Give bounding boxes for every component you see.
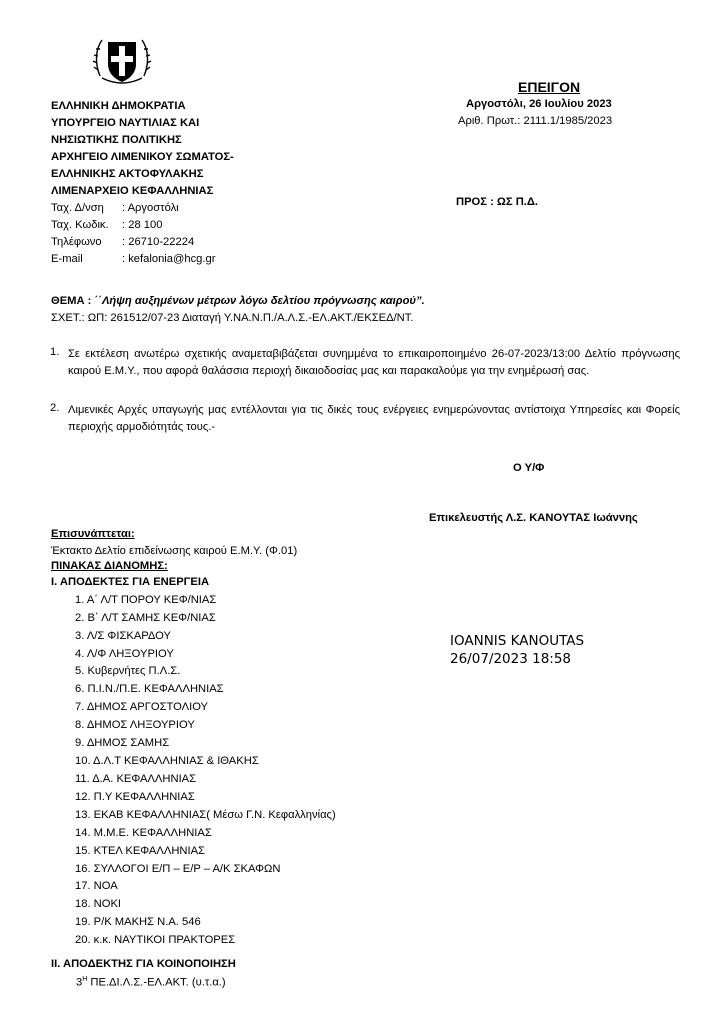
contact-value: : kefalonia@hcg.gr — [122, 253, 216, 265]
digital-signature-name: IOANNIS KANOUTAS — [450, 633, 585, 649]
list-item: 8. ΔΗΜΟΣ ΛΗΞΟΥΡΙΟΥ — [75, 719, 195, 731]
contact-label: Ταχ. Δ/νση — [51, 202, 104, 214]
paragraph-number: 1. — [50, 346, 60, 358]
place-date: Αργοστόλι, 26 Ιουλίου 2023 — [466, 98, 612, 110]
list-item: 17. ΝΟΑ — [75, 880, 118, 892]
info-recipient-superscript: Η — [82, 976, 88, 983]
list-item: 18. ΝΟΚΙ — [75, 898, 122, 910]
sender-line: ΕΛΛΗΝΙΚΗΣ ΑΚΤΟΦΥΛΑΚΗΣ — [51, 168, 204, 180]
list-item: 7. ΔΗΜΟΣ ΑΡΓΟΣΤΟΛΙΟΥ — [75, 701, 209, 713]
paragraph-text: Σε εκτέλεση ανωτέρω σχετικής αναμεταβιβάζεται συνημμένα το επικαιροποιημένο 26-07-2023/13:00 Δελτίο πρόγνωσης καιρού Ε.Μ.Υ., που αφορά θαλάσσια περιοχή δικαιοδοσίας μας και παρακαλούμε για την ενημέρωσή σας. — [68, 348, 680, 377]
info-recipient-text: ΠΕ.ΔΙ.Λ.Σ.-ΕΛ.ΑΚΤ. (υ.τ.α.) — [87, 976, 226, 989]
action-recipients-heading: Ι. ΑΠΟΔΕΚΤΕΣ ΓΙΑ ΕΝΕΡΓΕΙΑ — [51, 576, 210, 588]
recipient: ΠΡΟΣ : ΩΣ Π.Δ. — [456, 196, 539, 208]
list-item: 9. ΔΗΜΟΣ ΣΑΜΗΣ — [75, 737, 170, 749]
sender-line: ΥΠΟΥΡΓΕΙΟ ΝΑΥΤΙΛΙΑΣ ΚΑΙ — [51, 117, 200, 129]
reference-line: ΣΧΕΤ.: ΩΠ: 261512/07-23 Διαταγή Υ.ΝΑ.Ν.Π./Α.Λ.Σ.-ΕΛ.ΑΚΤ./ΕΚΣΕΔ/ΝΤ. — [51, 312, 414, 324]
attachments-heading: Επισυνάπτεται: — [51, 528, 135, 540]
list-item: 5. Κυβερνήτες Π.Λ.Σ. — [75, 665, 181, 677]
list-item: 6. Π.Ι.Ν./Π.Ε. ΚΕΦΑΛΛΗΝΙΑΣ — [75, 683, 224, 695]
distribution-heading: ΠΙΝΑΚΑΣ ΔΙΑΝΟΜΗΣ: — [51, 560, 168, 572]
contact-value: : Αργοστόλι — [122, 202, 179, 214]
list-item: 13. ΕΚΑΒ ΚΕΦΑΛΛΗΝΙΑΣ( Μέσω Γ.Ν. Κεφαλληνίας) — [75, 809, 336, 821]
contact-label: Ταχ. Κωδικ. — [51, 219, 109, 231]
subject-text: ΄΄Λήψη αυξημένων μέτρων λόγω δελτίου πρόγνωσης καιρού”. — [94, 295, 425, 307]
info-recipient-item — [76, 976, 226, 989]
sender-line: ΛΙΜΕΝΑΡΧΕΙΟ ΚΕΦΑΛΛΗΝΙΑΣ — [51, 185, 214, 197]
contact-value: : 28 100 — [122, 219, 163, 231]
paragraph-text: Λιμενικές Αρχές υπαγωγής μας εντέλλονται για τις δικές τους ενέργειες ενημερώνοντας αντίστοιχα Υπηρεσίες και Φορείς περιοχής αρμοδιότητάς τους.- — [68, 404, 680, 433]
list-item: 4. Λ/Φ ΛΗΞΟΥΡΙΟΥ — [75, 648, 174, 660]
greek-coat-of-arms-emblem — [92, 30, 152, 90]
list-item: 3. Λ/Σ ΦΙΣΚΑΡΔΟΥ — [75, 630, 171, 642]
list-item: 11. Δ.Α. ΚΕΦΑΛΛΗΝΙΑΣ — [75, 773, 197, 785]
attachment-item: Έκτακτο Δελτίο επιδείνωσης καιρού Ε.Μ.Υ. (Φ.01) — [51, 545, 298, 557]
list-item: 12. Π.Υ ΚΕΦΑΛΛΗΝΙΑΣ — [75, 791, 195, 803]
contact-block — [51, 200, 215, 268]
list-item: 14. Μ.Μ.Ε. ΚΕΦΑΛΛΗΝΙΑΣ — [75, 827, 212, 839]
subject-line — [51, 295, 425, 307]
paragraph-number: 2. — [50, 402, 60, 414]
sender-line: ΝΗΣΙΩΤΙΚΗΣ ΠΟΛΙΤΙΚΗΣ — [51, 134, 182, 146]
contact-label: E-mail — [51, 253, 83, 265]
sender-line: ΑΡΧΗΓΕΙΟ ΛΙΜΕΝΙΚΟΥ ΣΩΜΑΤΟΣ- — [51, 151, 234, 163]
contact-value: : 26710-22224 — [122, 236, 195, 248]
digital-signature-date: 26/07/2023 18:58 — [450, 651, 572, 667]
list-item: 16. ΣΥΛΛΟΓΟΙ Ε/Π – Ε/Ρ – Α/Κ ΣΚΑΦΩΝ — [75, 863, 281, 875]
list-item: 10. Δ.Λ.Τ ΚΕΦΑΛΛΗΝΙΑΣ & ΙΘΑΚΗΣ — [75, 755, 259, 767]
list-item: 20. κ.κ. ΝΑΥΤΙΚΟΙ ΠΡΑΚΤΟΡΕΣ — [75, 934, 236, 946]
contact-label: Τηλέφωνο — [51, 236, 102, 248]
signatory-title: Ο Υ/Φ — [513, 462, 545, 474]
list-item: 15. ΚΤΕΛ ΚΕΦΑΛΛΗΝΙΑΣ — [75, 845, 205, 857]
protocol-number: Αριθ. Πρωτ.: 2111.1/1985/2023 — [458, 115, 613, 127]
list-item: 2. Β΄ Λ/Τ ΣΑΜΗΣ ΚΕΦ/ΝΙΑΣ — [75, 612, 216, 624]
sender-line: ΕΛΛΗΝΙΚΗ ΔΗΜΟΚΡΑΤΙΑ — [51, 100, 186, 112]
info-recipients-heading: ΙΙ. ΑΠΟΔΕΚΤΗΣ ΓΙΑ ΚΟΙΝΟΠΟΙΗΣΗ — [51, 958, 236, 970]
signatory-name: Επικελευστής Λ.Σ. ΚΑΝΟΥΤΑΣ Ιωάννης — [429, 512, 638, 524]
sender-block — [51, 98, 234, 200]
list-item: 1. Α΄ Λ/Τ ΠΟΡΟΥ ΚΕΦ/ΝΙΑΣ — [75, 594, 217, 606]
urgent-label: ΕΠΕΙΓΟΝ — [518, 79, 581, 95]
list-item: 19. Ρ/Κ ΜΑΚΗΣ Ν.Α. 546 — [75, 916, 201, 928]
subject-label: ΘΕΜΑ : — [51, 295, 95, 307]
info-recipient-number: 3 — [76, 976, 83, 989]
